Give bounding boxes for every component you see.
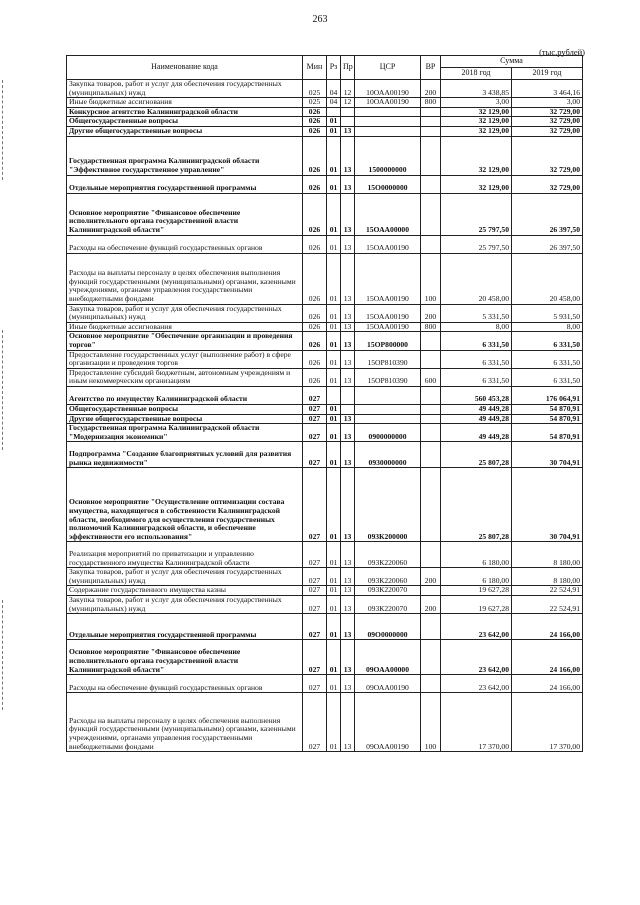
table-row xyxy=(67,675,583,693)
row-2018: 6 331,50 xyxy=(441,332,512,350)
row-rz xyxy=(327,107,341,117)
row-pr xyxy=(341,386,355,404)
row-rz: 01 xyxy=(327,404,341,414)
row-name: Закупка товаров, работ и услуг для обеспечения государственных (муниципальных) нужд xyxy=(67,568,303,586)
row-2018: 6 331,50 xyxy=(441,368,512,386)
row-2019: 32 729,00 xyxy=(512,175,583,193)
row-2018: 25 797,50 xyxy=(441,193,512,235)
row-2019: 22 524,91 xyxy=(512,586,583,596)
table-row xyxy=(67,596,583,614)
row-csr: 10ОАА00190 xyxy=(355,98,421,108)
row-vr xyxy=(421,468,441,542)
row-csr: 093К200000 xyxy=(355,468,421,542)
row-min: 027 xyxy=(303,693,327,752)
row-min: 027 xyxy=(303,468,327,542)
row-2018: 6 180,00 xyxy=(441,542,512,568)
row-min: 026 xyxy=(303,322,327,332)
row-csr: 0930000000 xyxy=(355,442,421,468)
row-csr: 15ОАА00190 xyxy=(355,253,421,304)
table-row xyxy=(67,693,583,752)
row-vr: 200 xyxy=(421,596,441,614)
row-csr: 15О0000000 xyxy=(355,175,421,193)
row-rz: 01 xyxy=(327,596,341,614)
table-body xyxy=(67,80,583,752)
row-pr: 13 xyxy=(341,693,355,752)
table-row xyxy=(67,640,583,675)
row-name: Конкурсное агентство Калининградской области xyxy=(67,107,303,117)
col-pr-header: Пр xyxy=(341,56,355,80)
row-min: 027 xyxy=(303,404,327,414)
binding-edge-dashes xyxy=(2,330,4,450)
table-row xyxy=(67,350,583,368)
row-vr: 200 xyxy=(421,304,441,322)
row-rz: 01 xyxy=(327,332,341,350)
row-2018: 6 180,00 xyxy=(441,568,512,586)
row-2019: 54 870,91 xyxy=(512,414,583,424)
table-row xyxy=(67,568,583,586)
row-rz: 01 xyxy=(327,117,341,127)
col-csr-header: ЦСР xyxy=(355,56,421,80)
row-pr: 13 xyxy=(341,175,355,193)
row-vr xyxy=(421,126,441,136)
row-2018: 23 642,00 xyxy=(441,675,512,693)
row-csr: 09ОАА00000 xyxy=(355,640,421,675)
row-min: 027 xyxy=(303,442,327,468)
row-vr xyxy=(421,542,441,568)
row-vr xyxy=(421,424,441,442)
row-vr: 800 xyxy=(421,322,441,332)
table-row xyxy=(67,175,583,193)
row-vr: 800 xyxy=(421,98,441,108)
row-min: 027 xyxy=(303,386,327,404)
row-csr: 15ОАА00000 xyxy=(355,193,421,235)
col-rz-header: Рз xyxy=(327,56,341,80)
row-min: 025 xyxy=(303,98,327,108)
row-min: 027 xyxy=(303,675,327,693)
row-vr xyxy=(421,193,441,235)
row-name: Расходы на обеспечение функций государственных органов xyxy=(67,675,303,693)
row-min: 026 xyxy=(303,235,327,253)
row-csr: 15ОР810390 xyxy=(355,368,421,386)
page-number: 263 xyxy=(312,14,328,25)
row-csr xyxy=(355,386,421,404)
units-label: (тыс.рублей) xyxy=(539,47,585,57)
row-pr: 13 xyxy=(341,542,355,568)
table-row xyxy=(67,98,583,108)
row-name: Основное мероприятие "Финансовое обеспечение исполнительного органа государственной власти Калининградской области" xyxy=(67,640,303,675)
row-csr xyxy=(355,414,421,424)
row-min: 025 xyxy=(303,80,327,98)
row-name: Расходы на выплаты персоналу в целях обеспечения выполнения функций государственными (муниципальными) органами, казенными учреждениями, органами управления государственными внебюджетными фондами xyxy=(67,253,303,304)
row-csr: 15ОАА00190 xyxy=(355,235,421,253)
row-2019: 22 524,91 xyxy=(512,596,583,614)
row-pr: 13 xyxy=(341,126,355,136)
row-pr: 13 xyxy=(341,350,355,368)
row-rz: 01 xyxy=(327,640,341,675)
row-min: 026 xyxy=(303,126,327,136)
row-pr: 13 xyxy=(341,424,355,442)
row-min: 027 xyxy=(303,424,327,442)
table-row xyxy=(67,424,583,442)
row-2019: 6 331,50 xyxy=(512,350,583,368)
row-vr: 100 xyxy=(421,253,441,304)
row-2018: 49 449,28 xyxy=(441,404,512,414)
row-rz xyxy=(327,386,341,404)
row-pr xyxy=(341,404,355,414)
row-rz: 01 xyxy=(327,468,341,542)
row-name: Реализация мероприятий по приватизации и управлению государственного имущества Калининградской области xyxy=(67,542,303,568)
row-2019: 17 370,00 xyxy=(512,693,583,752)
row-vr xyxy=(421,136,441,175)
row-rz: 04 xyxy=(327,98,341,108)
row-pr: 13 xyxy=(341,468,355,542)
row-rz: 01 xyxy=(327,350,341,368)
table-row xyxy=(67,442,583,468)
row-2019: 30 704,91 xyxy=(512,468,583,542)
row-name: Расходы на обеспечение функций государственных органов xyxy=(67,235,303,253)
row-pr: 13 xyxy=(341,304,355,322)
row-2019: 3,00 xyxy=(512,98,583,108)
row-csr: 15ОАА00190 xyxy=(355,322,421,332)
row-min: 027 xyxy=(303,542,327,568)
table-row xyxy=(67,304,583,322)
row-min: 027 xyxy=(303,586,327,596)
row-2019: 54 870,91 xyxy=(512,424,583,442)
row-2018: 23 642,00 xyxy=(441,640,512,675)
row-pr: 13 xyxy=(341,253,355,304)
table-row xyxy=(67,586,583,596)
row-csr: 093К220060 xyxy=(355,542,421,568)
row-name: Государственная программа Калининградской области "Модернизация экономики" xyxy=(67,424,303,442)
row-rz: 01 xyxy=(327,542,341,568)
row-2019: 24 166,00 xyxy=(512,640,583,675)
table-row xyxy=(67,332,583,350)
row-rz: 01 xyxy=(327,675,341,693)
row-csr xyxy=(355,117,421,127)
row-vr: 100 xyxy=(421,693,441,752)
row-rz: 01 xyxy=(327,693,341,752)
row-pr: 13 xyxy=(341,332,355,350)
binding-edge-dashes xyxy=(2,80,4,180)
row-csr: 10ОАА00190 xyxy=(355,80,421,98)
row-csr: 15ОАА00190 xyxy=(355,304,421,322)
row-2019: 8 180,00 xyxy=(512,568,583,586)
table-row xyxy=(67,117,583,127)
row-min: 026 xyxy=(303,193,327,235)
row-2018: 25 807,28 xyxy=(441,442,512,468)
row-2018: 32 129,00 xyxy=(441,117,512,127)
row-2018: 32 129,00 xyxy=(441,175,512,193)
row-2018: 19 627,28 xyxy=(441,596,512,614)
row-pr: 13 xyxy=(341,675,355,693)
row-vr xyxy=(421,332,441,350)
row-rz: 01 xyxy=(327,586,341,596)
row-name: Иные бюджетные ассигнования xyxy=(67,322,303,332)
row-vr xyxy=(421,117,441,127)
row-pr: 13 xyxy=(341,596,355,614)
row-pr: 13 xyxy=(341,614,355,640)
row-csr xyxy=(355,404,421,414)
row-name: Другие общегосударственные вопросы xyxy=(67,126,303,136)
row-csr: 09ОАА00190 xyxy=(355,675,421,693)
row-name: Подпрограмма "Создание благоприятных условий для развития рынка недвижимости" xyxy=(67,442,303,468)
row-vr xyxy=(421,350,441,368)
row-rz: 04 xyxy=(327,80,341,98)
row-2019: 8,00 xyxy=(512,322,583,332)
col-name-header: Наименование кода xyxy=(67,56,303,80)
row-rz: 01 xyxy=(327,304,341,322)
row-2018: 32 129,00 xyxy=(441,126,512,136)
row-pr: 13 xyxy=(341,568,355,586)
table-row xyxy=(67,614,583,640)
row-2019: 6 331,50 xyxy=(512,332,583,350)
row-vr: 200 xyxy=(421,568,441,586)
row-name: Агентство по имуществу Калининградской области xyxy=(67,386,303,404)
table-row xyxy=(67,468,583,542)
row-2018: 25 797,50 xyxy=(441,235,512,253)
table-row xyxy=(67,414,583,424)
row-2019: 3 464,16 xyxy=(512,80,583,98)
row-name: Иные бюджетные ассигнования xyxy=(67,98,303,108)
row-name: Государственная программа Калининградской области "Эффективное государственное управление" xyxy=(67,136,303,175)
row-name: Закупка товаров, работ и услуг для обеспечения государственных (муниципальных) нужд xyxy=(67,596,303,614)
row-csr: 093К220070 xyxy=(355,586,421,596)
row-vr xyxy=(421,107,441,117)
table-row xyxy=(67,253,583,304)
col-2019-header: 2019 год xyxy=(512,68,583,80)
row-pr: 13 xyxy=(341,193,355,235)
row-rz: 01 xyxy=(327,175,341,193)
row-min: 027 xyxy=(303,614,327,640)
row-rz: 01 xyxy=(327,614,341,640)
row-csr: 093К220070 xyxy=(355,596,421,614)
row-min: 026 xyxy=(303,368,327,386)
row-csr: 0900000000 xyxy=(355,424,421,442)
row-name: Расходы на выплаты персоналу в целях обеспечения выполнения функций государственными (муниципальными) органами, казенными учреждениями, органами управления государственными внебюджетными фондами xyxy=(67,693,303,752)
row-2019: 26 397,50 xyxy=(512,235,583,253)
row-vr xyxy=(421,614,441,640)
table-row xyxy=(67,542,583,568)
row-pr: 13 xyxy=(341,368,355,386)
row-2019: 30 704,91 xyxy=(512,442,583,468)
row-rz: 01 xyxy=(327,136,341,175)
table-row xyxy=(67,126,583,136)
table-row xyxy=(67,235,583,253)
table-row xyxy=(67,386,583,404)
row-name: Отдельные мероприятия государственной программы xyxy=(67,614,303,640)
row-csr: 09ОАА00190 xyxy=(355,693,421,752)
row-vr xyxy=(421,414,441,424)
row-rz: 01 xyxy=(327,414,341,424)
row-rz: 01 xyxy=(327,568,341,586)
table-row xyxy=(67,136,583,175)
row-name: Содержание государственного имущества казны xyxy=(67,586,303,596)
row-vr: 200 xyxy=(421,80,441,98)
row-csr: 1500000000 xyxy=(355,136,421,175)
row-min: 027 xyxy=(303,414,327,424)
row-vr: 600 xyxy=(421,368,441,386)
row-rz: 01 xyxy=(327,126,341,136)
row-pr: 13 xyxy=(341,442,355,468)
row-csr xyxy=(355,107,421,117)
col-sum-header: Сумма xyxy=(441,56,583,68)
row-vr xyxy=(421,175,441,193)
table-row xyxy=(67,80,583,98)
row-2018: 49 449,28 xyxy=(441,414,512,424)
row-2019: 176 064,91 xyxy=(512,386,583,404)
row-2019: 54 870,91 xyxy=(512,404,583,414)
row-min: 027 xyxy=(303,596,327,614)
row-name: Общегосударственные вопросы xyxy=(67,117,303,127)
col-2018-header: 2018 год xyxy=(441,68,512,80)
row-pr: 13 xyxy=(341,235,355,253)
row-min: 026 xyxy=(303,117,327,127)
row-vr xyxy=(421,675,441,693)
row-vr xyxy=(421,586,441,596)
row-csr: 093К220060 xyxy=(355,568,421,586)
row-2019: 8 180,00 xyxy=(512,542,583,568)
row-csr xyxy=(355,126,421,136)
row-pr: 13 xyxy=(341,136,355,175)
col-min-header: Мин xyxy=(303,56,327,80)
row-2018: 20 458,00 xyxy=(441,253,512,304)
row-min: 026 xyxy=(303,107,327,117)
row-name: Отдельные мероприятия государственной программы xyxy=(67,175,303,193)
col-vr-header: ВР xyxy=(421,56,441,80)
row-name: Основное мероприятие "Обеспечение организации и проведения торгов" xyxy=(67,332,303,350)
row-rz: 01 xyxy=(327,235,341,253)
row-pr xyxy=(341,117,355,127)
row-name: Другие общегосударственные вопросы xyxy=(67,414,303,424)
table-row xyxy=(67,404,583,414)
row-2018: 560 453,28 xyxy=(441,386,512,404)
row-pr: 12 xyxy=(341,98,355,108)
row-name: Предоставление субсидий бюджетным, автономным учреждениям и иным некоммерческим организациям xyxy=(67,368,303,386)
row-pr: 13 xyxy=(341,414,355,424)
row-2019: 32 729,00 xyxy=(512,117,583,127)
row-2019: 20 458,00 xyxy=(512,253,583,304)
budget-table xyxy=(66,55,583,752)
row-vr xyxy=(421,235,441,253)
row-2019: 32 729,00 xyxy=(512,136,583,175)
table-row xyxy=(67,107,583,117)
table-row xyxy=(67,193,583,235)
header-row xyxy=(67,56,583,68)
row-min: 026 xyxy=(303,175,327,193)
row-csr: 09О0000000 xyxy=(355,614,421,640)
row-2018: 3 438,85 xyxy=(441,80,512,98)
row-2018: 19 627,28 xyxy=(441,586,512,596)
row-2019: 32 729,00 xyxy=(512,126,583,136)
row-2019: 5 931,50 xyxy=(512,304,583,322)
row-rz: 01 xyxy=(327,322,341,332)
row-name: Основное мероприятие "Осуществление оптимизации состава имущества, находящегося в собственности Калининградской области, необходимого для осуществления государственных полномочий Калининградской области, и обеспечение эффективности его использования" xyxy=(67,468,303,542)
row-min: 026 xyxy=(303,136,327,175)
binding-edge-dashes xyxy=(2,600,4,710)
row-min: 026 xyxy=(303,253,327,304)
row-rz: 01 xyxy=(327,424,341,442)
row-vr xyxy=(421,442,441,468)
row-2018: 32 129,00 xyxy=(441,136,512,175)
row-2019: 26 397,50 xyxy=(512,193,583,235)
row-vr xyxy=(421,404,441,414)
row-2019: 24 166,00 xyxy=(512,675,583,693)
row-name: Основное мероприятие "Финансовое обеспечение исполнительного органа государственной власти Калининградской области" xyxy=(67,193,303,235)
row-name: Общегосударственные вопросы xyxy=(67,404,303,414)
row-2018: 23 642,00 xyxy=(441,614,512,640)
row-min: 026 xyxy=(303,332,327,350)
table-row xyxy=(67,368,583,386)
row-pr: 13 xyxy=(341,640,355,675)
row-rz: 01 xyxy=(327,368,341,386)
row-2018: 49 449,28 xyxy=(441,424,512,442)
row-name: Закупка товаров, работ и услуг для обеспечения государственных (муниципальных) нужд xyxy=(67,304,303,322)
row-2018: 3,00 xyxy=(441,98,512,108)
row-vr xyxy=(421,640,441,675)
row-csr: 15ОР810390 xyxy=(355,350,421,368)
row-rz: 01 xyxy=(327,442,341,468)
row-csr: 15ОР800000 xyxy=(355,332,421,350)
row-2018: 32 129,00 xyxy=(441,107,512,117)
row-2019: 6 331,50 xyxy=(512,368,583,386)
row-min: 027 xyxy=(303,640,327,675)
row-pr: 13 xyxy=(341,586,355,596)
row-2018: 25 807,28 xyxy=(441,468,512,542)
row-vr xyxy=(421,386,441,404)
row-pr: 12 xyxy=(341,80,355,98)
row-min: 026 xyxy=(303,350,327,368)
row-2018: 8,00 xyxy=(441,322,512,332)
row-pr xyxy=(341,107,355,117)
row-2018: 17 370,00 xyxy=(441,693,512,752)
row-2018: 6 331,50 xyxy=(441,350,512,368)
row-2019: 32 729,00 xyxy=(512,107,583,117)
table-row xyxy=(67,322,583,332)
row-name: Предоставление государственных услуг (выполнение работ) в сфере организации и проведения торгов xyxy=(67,350,303,368)
row-rz: 01 xyxy=(327,193,341,235)
row-pr: 13 xyxy=(341,322,355,332)
row-2019: 24 166,00 xyxy=(512,614,583,640)
row-2018: 5 331,50 xyxy=(441,304,512,322)
row-name: Закупка товаров, работ и услуг для обеспечения государственных (муниципальных) нужд xyxy=(67,80,303,98)
row-min: 026 xyxy=(303,304,327,322)
row-rz: 01 xyxy=(327,253,341,304)
row-min: 027 xyxy=(303,568,327,586)
